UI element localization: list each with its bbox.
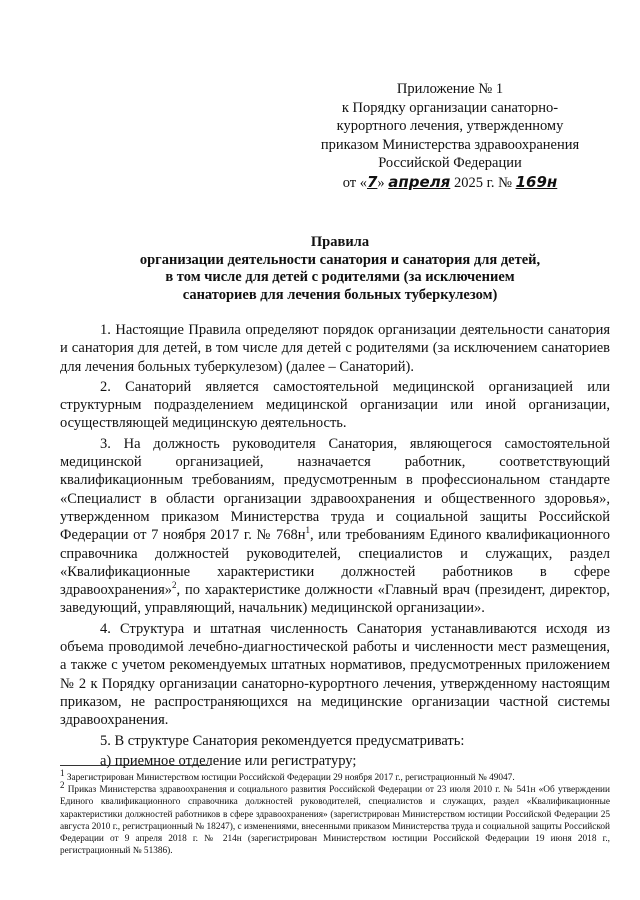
appendix-header	[300, 80, 600, 192]
title-line-4: санаториев для лечения больных туберкулезом)	[182, 286, 498, 303]
paragraph-4: 4. Структура и штатная численность Санатория устанавливаются исходя из объема проводимой лечебно-диагностической работы и численности мест размещения, а также с учетом рекомендуемых штатных нормативов, предусмотренных приложением № 2 к Порядку организации санаторно-курортного лечения, утвержденному настоящим приказом, не распространяющихся на медицинские организации частной системы здравоохранения.	[60, 620, 610, 729]
document-body	[60, 321, 610, 770]
appendix-line-5: Российской Федерации	[378, 155, 522, 171]
order-date-line	[300, 173, 600, 193]
paragraph-3	[60, 435, 610, 618]
date-year: 2025 г. №	[453, 174, 512, 191]
footnote-1-text: Зарегистрирован Министерством юстиции Российской Федерации 29 ноября 2017 г., регистрационный № 49047.	[64, 773, 515, 783]
title-line-2: организации деятельности санатория и санатория для детей,	[139, 251, 541, 268]
paragraph-2: 2. Санаторий является самостоятельной медицинской организацией или структурным подразделением медицинской организации или иной организации, осуществляющей медицинскую деятельность.	[60, 378, 610, 432]
footnote-divider	[60, 765, 210, 766]
handwritten-day: 7	[366, 172, 378, 191]
appendix-line-2: к Порядку организации санаторно-	[341, 99, 559, 116]
paragraph-1: 1. Настоящие Правила определяют порядок организации деятельности санатория и санатория для детей, в том числе для детей с родителями (за исключением санаториев для лечения больных туберкулезом) (далее – Санаторий).	[60, 322, 610, 375]
footnote-2	[60, 780, 610, 857]
paragraph-5a: а) приемное отделение или регистратуру;	[100, 752, 357, 769]
handwritten-month: апреля	[388, 172, 451, 191]
footnotes	[60, 767, 610, 857]
paragraph-3-part-2: , или требованиям Единого квалификационного справочника должностей руководителей, специалистов и служащих, раздел «Квалификационные характеристики должностей работников в сфере здравоохранения»	[60, 527, 610, 599]
footnote-2-text: Приказ Министерства здравоохранения и социального развития Российской Федерации от 23 июля 2010 г. № 541н «Об утверждении Единого квалификационного справочника должностей руководителей, специалистов и служащих, раздел «Квалификационные характеристики должностей работников в сфере здравоохранения» (зарегистрирован Министерством юстиции Российской Федерации 25 августа 2010 г., регистрационный № 18247), с изменениями, внесенными приказом Министерства труда и социальной защиты Российской Федерации от 9 апреля 2018 г. № 214н (зарегистрирован Министерством юстиции Российской Федерации 19 июня 2018 г., регистрационный № 51386).	[60, 785, 610, 857]
title-line-1: Правила	[310, 234, 370, 250]
date-mid: »	[377, 174, 385, 191]
paragraph-3-part-1: 3. На должность руководителя Санатория, являющегося самостоятельной медицинской организацией, назначается работник, соответствующий квалификационным требованиям, предусмотренным в профессиональном стандарте «Специалист в области организации здравоохранения и общественного здоровья», утвержденном приказом Министерства труда и социальной защиты Российской Федерации от 7 ноября 2017 г. № 768н	[60, 435, 610, 544]
footnote-2-mark: 2	[60, 780, 65, 791]
paragraph-3-part-3: , по характеристике должности «Главный врач (президент, директор, заведующий, управляющий, начальник) медицинской организации».	[60, 582, 610, 617]
footnote-1-mark: 1	[60, 767, 65, 778]
appendix-line-4: приказом Министерства здравоохранения	[320, 136, 580, 153]
appendix-line-3: курортного лечения, утвержденному	[336, 118, 564, 134]
paragraph-5: 5. В структуре Санатория рекомендуется предусматривать:	[100, 732, 465, 749]
title-line-3: в том числе для детей с родителями (за исключением	[165, 269, 515, 285]
appendix-line-1: Приложение № 1	[396, 81, 504, 97]
handwritten-order-number: 169н	[515, 172, 558, 191]
footnote-ref-2: 2	[172, 580, 177, 591]
document-title	[60, 234, 620, 304]
footnote-ref-1: 1	[305, 525, 310, 536]
footnote-1	[60, 767, 610, 784]
date-prefix: от «	[342, 174, 367, 191]
